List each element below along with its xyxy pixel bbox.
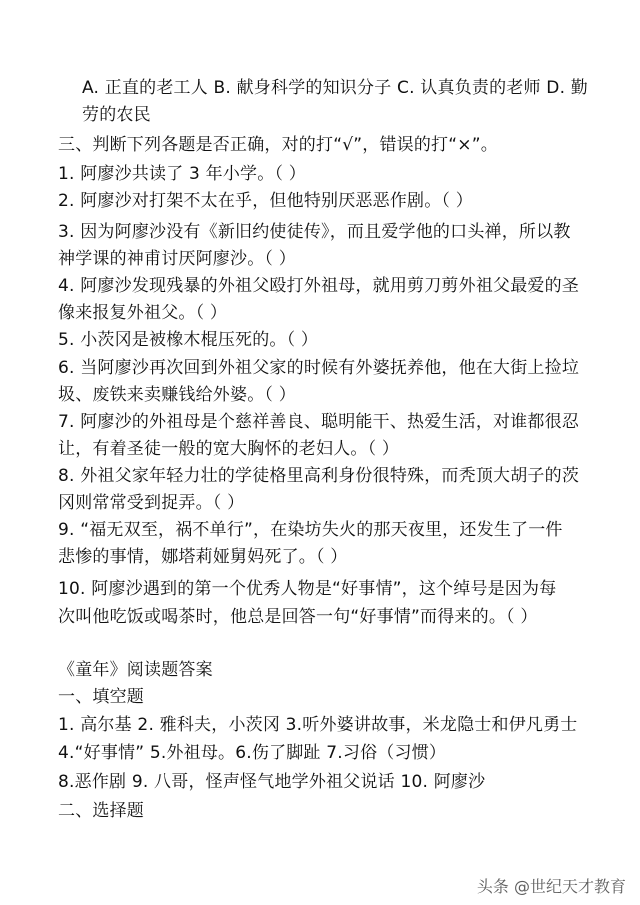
answers-title: 《童年》阅读题答案 (58, 660, 213, 680)
options-line-2: 劳的农民 (82, 105, 151, 125)
choice-title: 二、选择题 (58, 801, 144, 821)
judge-item-9-cont: 悲惨的事情，娜塔莉娅舅妈死了。（ ） (58, 547, 348, 567)
judge-item-9: 9. “福无双至，祸不单行”，在染坊失火的那天夜里，还发生了一件 (58, 520, 563, 540)
section3-title: 三、判断下列各题是否正确，对的打“√”，错误的打“×”。 (58, 135, 498, 155)
judge-item-6: 6. 当阿廖沙再次回到外祖父家的时候有外婆抚养他，他在大街上捡垃 (58, 358, 580, 378)
judge-item-7-cont: 让，有着圣徒一般的宽大胸怀的老妇人。（ ） (58, 439, 400, 459)
judge-item-3: 3. 因为阿廖沙没有《新旧约使徒传》，而且爱学他的口头禅，所以教 (58, 222, 571, 242)
judge-item-7: 7. 阿廖沙的外祖母是个慈祥善良、聪明能干、热爱生活，对谁都很忍 (58, 412, 580, 432)
judge-item-10: 10. 阿廖沙遇到的第一个优秀人物是“好事情”，这个绰号是因为每 (58, 579, 557, 599)
judge-item-6-cont: 圾、废铁来卖赚钱给外婆。（ ） (58, 385, 296, 405)
judge-item-2: 2. 阿廖沙对打架不太在乎，但他特别厌恶恶作剧。（ ） (58, 191, 473, 211)
fill-answers-line-1: 1. 高尔基 2. 雅科夫，小茨冈 3.听外婆讲故事，米龙隐士和伊凡勇士 (58, 715, 578, 735)
options-line-1: A. 正直的老工人 B. 献身科学的知识分子 C. 认真负责的老师 D. 勤 (82, 78, 588, 98)
fill-answers-line-3: 8.恶作剧 9. 八哥，怪声怪气地学外祖父说话 10. 阿廖沙 (58, 772, 486, 792)
judge-item-5: 5. 小茨冈是被橡木棍压死的。（ ） (58, 330, 319, 350)
judge-item-4: 4. 阿廖沙发现残暴的外祖父殴打外祖母，就用剪刀剪外祖父最爱的圣 (58, 276, 580, 296)
fill-title: 一、填空题 (58, 687, 144, 707)
fill-answers-line-2: 4.“好事情” 5.外祖母。6.伤了脚趾 7.习俗（习惯） (58, 743, 447, 763)
judge-item-10-cont: 次叫他吃饭或喝茶时，他总是回答一句“好事情”而得来的。（ ） (58, 607, 538, 627)
judge-item-3-cont: 神学课的神甫讨厌阿廖沙。（ ） (58, 249, 296, 269)
judge-item-1: 1. 阿廖沙共读了 3 年小学。（ ） (58, 164, 306, 184)
source-watermark: 头条 @世纪天才教育 (476, 877, 626, 896)
judge-item-8-cont: 冈则常常受到捉弄。（ ） (58, 493, 245, 513)
judge-item-8: 8. 外祖父家年轻力壮的学徒格里高利身份很特殊，而秃顶大胡子的茨 (58, 466, 580, 486)
judge-item-4-cont: 像来报复外祖父。（ ） (58, 303, 228, 323)
